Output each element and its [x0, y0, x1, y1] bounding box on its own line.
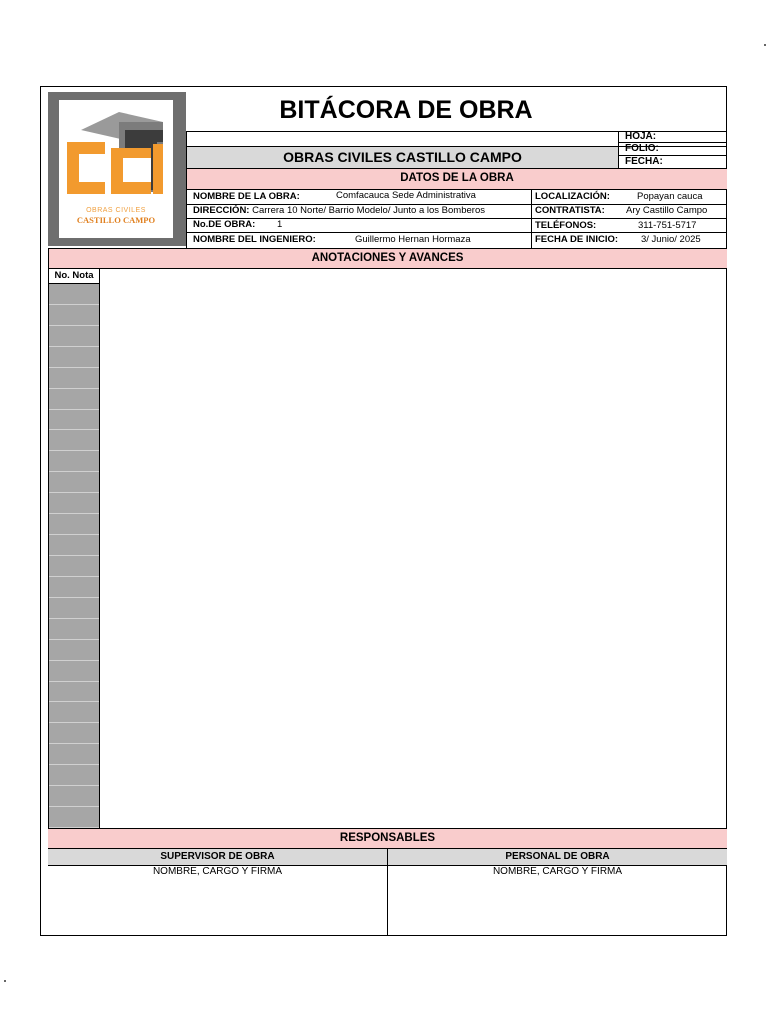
fecha-inicio-value[interactable]: 3/ Junio/ 2025 [641, 234, 701, 245]
note-number-cell[interactable] [49, 661, 99, 682]
personal-header: PERSONAL DE OBRA [388, 849, 727, 865]
note-number-cell[interactable] [49, 410, 99, 431]
anotaciones-section-title: ANOTACIONES Y AVANCES [48, 248, 727, 268]
note-number-cell[interactable] [49, 682, 99, 703]
note-number-cell[interactable] [49, 535, 99, 556]
hoja-label: HOJA: [625, 131, 657, 142]
note-number-cell[interactable] [49, 702, 99, 723]
direccion-row [193, 204, 485, 218]
annotations-area[interactable] [100, 269, 726, 828]
direccion-value[interactable]: Carrera 10 Norte/ Barrio Modelo/ Junto a los Bomberos [252, 205, 485, 216]
note-number-cell[interactable] [49, 514, 99, 535]
company-name: OBRAS CIVILES CASTILLO CAMPO [187, 147, 618, 168]
folio-label: FOLIO: [625, 143, 659, 154]
note-number-cell[interactable] [49, 284, 99, 305]
page-mark [4, 980, 6, 982]
direccion-label: DIRECCIÓN: [193, 205, 250, 216]
divider [48, 248, 727, 249]
note-number-cell[interactable] [49, 326, 99, 347]
fecha-label: FECHA: [625, 156, 663, 167]
nombre-obra-label: NOMBRE DE LA OBRA: [193, 191, 300, 202]
note-number-cell[interactable] [49, 723, 99, 744]
logo-frame [48, 92, 186, 246]
telefonos-value[interactable]: 311-751-5717 [638, 220, 697, 231]
company-logo [59, 100, 173, 238]
datos-section-title: DATOS DE LA OBRA [187, 168, 727, 189]
note-number-cell[interactable] [49, 305, 99, 326]
divider [187, 168, 727, 169]
note-number-cell[interactable] [49, 389, 99, 410]
form-title: BITÁCORA DE OBRA [279, 96, 533, 124]
supervisor-firma-hint: NOMBRE, CARGO Y FIRMA [152, 866, 283, 877]
contratista-value[interactable]: Ary Castillo Campo [626, 205, 708, 216]
numero-obra-label: No.DE OBRA: [193, 219, 256, 230]
note-number-cell[interactable] [49, 765, 99, 786]
nombre-obra-value[interactable]: Comfacauca Sede Administrativa [336, 190, 476, 201]
supervisor-signature-area[interactable] [49, 880, 386, 934]
note-number-cell[interactable] [49, 786, 99, 807]
note-number-cell[interactable] [49, 807, 99, 828]
note-number-cell[interactable] [49, 472, 99, 493]
localizacion-value[interactable]: Popayan cauca [637, 191, 703, 202]
note-number-header: No. Nota [54, 270, 94, 281]
personal-signature-area[interactable] [389, 880, 726, 934]
note-number-cell[interactable] [49, 598, 99, 619]
note-number-cell[interactable] [49, 556, 99, 577]
divider [48, 828, 727, 829]
ingeniero-value[interactable]: Guillermo Hernan Hormaza [355, 234, 471, 245]
supervisor-header: SUPERVISOR DE OBRA [48, 849, 387, 865]
page-mark [764, 44, 766, 46]
note-number-cell[interactable] [49, 577, 99, 598]
note-number-cell[interactable] [49, 451, 99, 472]
logo-graphic [59, 100, 173, 206]
personal-firma-hint: NOMBRE, CARGO Y FIRMA [492, 866, 623, 877]
divider [531, 189, 532, 248]
note-number-cell[interactable] [49, 744, 99, 765]
fecha-inicio-label: FECHA DE INICIO: [535, 234, 619, 245]
note-number-cell[interactable] [49, 368, 99, 389]
logo-text-line1: OBRAS CIVILES [86, 207, 146, 214]
telefonos-label: TELÉFONOS: [535, 220, 597, 231]
ingeniero-label: NOMBRE DEL INGENIERO: [193, 234, 316, 245]
divider [618, 131, 619, 168]
note-number-cell[interactable] [49, 347, 99, 368]
logo-text-line2: CASTILLO CAMPO [76, 215, 156, 225]
note-number-column [49, 284, 99, 828]
numero-obra-value[interactable]: 1 [277, 219, 283, 230]
localizacion-label: LOCALIZACIÓN: [535, 191, 610, 202]
contratista-label: CONTRATISTA: [535, 205, 605, 216]
note-number-cell[interactable] [49, 493, 99, 514]
note-number-cell[interactable] [49, 619, 99, 640]
note-number-cell[interactable] [49, 430, 99, 451]
responsables-section-title: RESPONSABLES [48, 828, 727, 848]
note-number-cell[interactable] [49, 640, 99, 661]
